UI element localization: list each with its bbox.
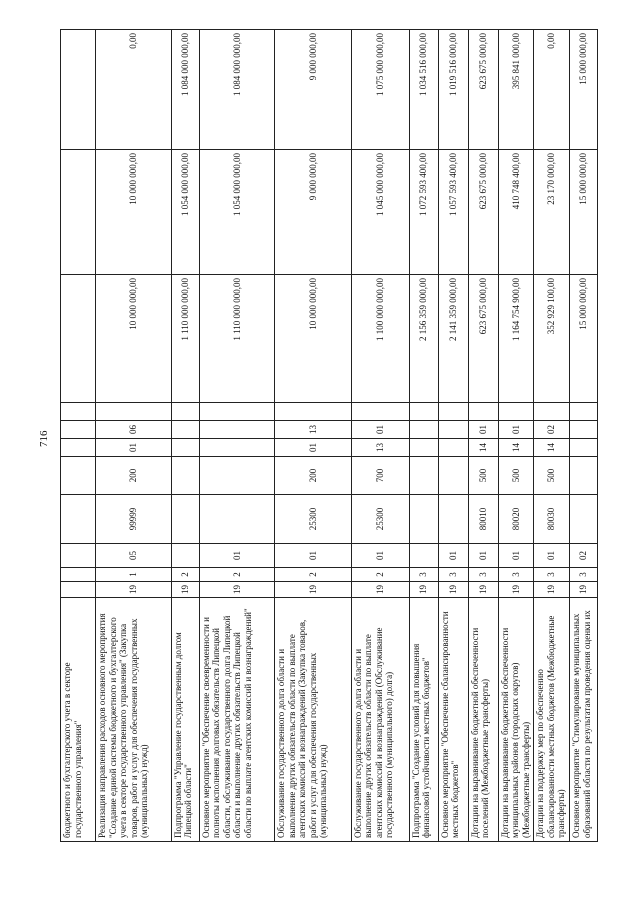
classification-code-cell	[275, 403, 352, 421]
amount-cell-v1: 1 110 000 000,00	[171, 275, 199, 403]
table-row	[275, 30, 352, 842]
amount-cell-v2	[61, 150, 96, 275]
classification-code-cell: 19	[534, 582, 570, 598]
classification-code-cell: 3	[534, 568, 570, 582]
classification-code-cell: 500	[498, 457, 534, 495]
classification-code-cell	[61, 568, 96, 582]
classification-code-cell	[61, 421, 96, 439]
row-description: Подпрограмма "Управление государственным долгом Липецкой области"	[171, 598, 199, 842]
classification-code-cell	[570, 439, 598, 457]
classification-code-cell: 01	[351, 421, 409, 439]
classification-code-cell: 80020	[498, 495, 534, 544]
classification-code-cell: 700	[351, 457, 409, 495]
table-row	[438, 30, 468, 842]
classification-code-cell: 19	[171, 582, 199, 598]
classification-code-cell	[96, 403, 172, 421]
classification-code-cell	[61, 582, 96, 598]
classification-code-cell: 19	[409, 582, 438, 598]
classification-code-cell: 01	[498, 544, 534, 568]
classification-code-cell: 01	[438, 544, 468, 568]
classification-code-cell: 19	[570, 582, 598, 598]
classification-code-cell: 3	[468, 568, 498, 582]
classification-code-cell: 2	[171, 568, 199, 582]
classification-code-cell: 2	[351, 568, 409, 582]
classification-code-cell: 500	[534, 457, 570, 495]
row-description: Дотации на выравнивание бюджетной обеспеченности поселений (Межбюджетные трансферты)	[468, 598, 498, 842]
budget-table	[60, 29, 598, 842]
table-row	[570, 30, 598, 842]
classification-code-cell: 01	[468, 544, 498, 568]
classification-code-cell: 19	[96, 582, 172, 598]
classification-code-cell	[199, 403, 275, 421]
classification-code-cell: 02	[534, 421, 570, 439]
classification-code-cell	[409, 544, 438, 568]
table-row	[96, 30, 172, 842]
classification-code-cell: 3	[409, 568, 438, 582]
classification-code-cell	[409, 457, 438, 495]
budget-table-container	[60, 30, 598, 842]
classification-code-cell	[409, 439, 438, 457]
row-description: Основное мероприятие "Обеспечение своевременности и полноты исполнения долговых обязательств Липецкой области, обслуживание государственного долга Липецкой области и выполнение других обязательств Липецкой области по выплате агентских комиссий и вознаграждений"	[199, 598, 275, 842]
amount-cell-v3: 1 084 000 000,00	[199, 30, 275, 150]
classification-code-cell	[570, 421, 598, 439]
classification-code-cell	[438, 457, 468, 495]
table-row	[171, 30, 199, 842]
classification-code-cell	[199, 495, 275, 544]
table-row	[468, 30, 498, 842]
amount-cell-v1: 1 110 000 000,00	[199, 275, 275, 403]
classification-code-cell	[570, 403, 598, 421]
amount-cell-v1: 1 100 000 000,00	[351, 275, 409, 403]
amount-cell-v1: 1 164 754 900,00	[498, 275, 534, 403]
classification-code-cell: 1	[96, 568, 172, 582]
amount-cell-v3: 395 841 000,00	[498, 30, 534, 150]
classification-code-cell	[61, 544, 96, 568]
amount-cell-v2: 9 000 000,00	[275, 150, 352, 275]
classification-code-cell: 2	[199, 568, 275, 582]
amount-cell-v2: 1 045 000 000,00	[351, 150, 409, 275]
amount-cell-v2: 1 072 593 400,00	[409, 150, 438, 275]
amount-cell-v3: 1 084 000 000,00	[171, 30, 199, 150]
classification-code-cell: 19	[351, 582, 409, 598]
classification-code-cell: 200	[275, 457, 352, 495]
row-description: Обслуживание государственного долга области и выполнение других обязательств области по выплате агентских комиссий и вознаграждений (Обслуживание государственного (муниципального) долга)	[351, 598, 409, 842]
classification-code-cell	[498, 403, 534, 421]
table-row	[199, 30, 275, 842]
classification-code-cell	[409, 421, 438, 439]
classification-code-cell: 80010	[468, 495, 498, 544]
classification-code-cell: 14	[534, 439, 570, 457]
classification-code-cell: 80030	[534, 495, 570, 544]
row-description: Дотации на поддержку мер по обеспечению сбалансированности местных бюджетов (Межбюджетные трансферты)	[534, 598, 570, 842]
row-description: Основное мероприятие "Обеспечение сбалансированности местных бюджетов"	[438, 598, 468, 842]
classification-code-cell: 19	[498, 582, 534, 598]
row-description: Дотации на выравнивание бюджетной обеспеченности муниципальных районов (городских округов) (Межбюджетные трансферты)	[498, 598, 534, 842]
classification-code-cell	[199, 439, 275, 457]
classification-code-cell	[438, 421, 468, 439]
classification-code-cell: 3	[498, 568, 534, 582]
classification-code-cell	[61, 495, 96, 544]
page-number: 716	[38, 430, 50, 447]
row-description: Реализация направления расходов основного мероприятия "Создание единой системы бюджетного и бухгалтерского учета в секторе государственного управления" (Закупка товаров, работ и услуг для обеспечения государственных (муниципальных) нужд)	[96, 598, 172, 842]
table-row	[409, 30, 438, 842]
classification-code-cell: 01	[96, 439, 172, 457]
amount-cell-v1: 15 000 000,00	[570, 275, 598, 403]
classification-code-cell: 01	[199, 544, 275, 568]
classification-code-cell: 3	[570, 568, 598, 582]
row-description: Обслуживание государственного долга области и выполнение других обязательств области по выплате агентских комиссий и вознаграждений (Закупка товаров, работ и услуг для обеспечения государственных (муниципальных) нужд)	[275, 598, 352, 842]
amount-cell-v3	[61, 30, 96, 150]
table-row	[61, 30, 96, 842]
classification-code-cell: 01	[275, 439, 352, 457]
amount-cell-v2: 23 170 000,00	[534, 150, 570, 275]
classification-code-cell	[199, 421, 275, 439]
classification-code-cell: 3	[438, 568, 468, 582]
amount-cell-v3: 1 034 516 000,00	[409, 30, 438, 150]
amount-cell-v3: 9 000 000,00	[275, 30, 352, 150]
amount-cell-v2: 623 675 000,00	[468, 150, 498, 275]
row-description: Основное мероприятие "Стимулирование муниципальных образований области по результатам проведения оценки их	[570, 598, 598, 842]
amount-cell-v1: 2 141 359 000,00	[438, 275, 468, 403]
classification-code-cell: 19	[438, 582, 468, 598]
classification-code-cell	[171, 403, 199, 421]
amount-cell-v3: 1 075 000 000,00	[351, 30, 409, 150]
table-body	[61, 30, 598, 842]
amount-cell-v3: 15 000 000,00	[570, 30, 598, 150]
classification-code-cell: 25300	[351, 495, 409, 544]
classification-code-cell: 06	[96, 421, 172, 439]
classification-code-cell	[409, 403, 438, 421]
classification-code-cell: 19	[468, 582, 498, 598]
classification-code-cell: 500	[468, 457, 498, 495]
classification-code-cell	[570, 457, 598, 495]
amount-cell-v1: 623 675 000,00	[468, 275, 498, 403]
row-description: бюджетного и бухгалтерского учета в секторе государственного управления"	[61, 598, 96, 842]
classification-code-cell	[534, 403, 570, 421]
classification-code-cell: 14	[498, 439, 534, 457]
classification-code-cell: 01	[498, 421, 534, 439]
classification-code-cell: 99999	[96, 495, 172, 544]
classification-code-cell	[171, 439, 199, 457]
amount-cell-v2: 1 057 593 400,00	[438, 150, 468, 275]
classification-code-cell	[570, 495, 598, 544]
amount-cell-v3: 1 019 516 000,00	[438, 30, 468, 150]
classification-code-cell: 2	[275, 568, 352, 582]
classification-code-cell	[438, 495, 468, 544]
classification-code-cell	[409, 495, 438, 544]
table-row	[534, 30, 570, 842]
classification-code-cell	[171, 421, 199, 439]
amount-cell-v2: 15 000 000,00	[570, 150, 598, 275]
classification-code-cell: 01	[468, 421, 498, 439]
classification-code-cell: 19	[275, 582, 352, 598]
classification-code-cell: 14	[468, 439, 498, 457]
classification-code-cell: 05	[96, 544, 172, 568]
amount-cell-v1: 10 000 000,00	[275, 275, 352, 403]
classification-code-cell	[171, 495, 199, 544]
amount-cell-v1	[61, 275, 96, 403]
classification-code-cell: 01	[534, 544, 570, 568]
classification-code-cell: 19	[199, 582, 275, 598]
amount-cell-v3: 623 675 000,00	[468, 30, 498, 150]
amount-cell-v1: 10 000 000,00	[96, 275, 172, 403]
classification-code-cell	[171, 544, 199, 568]
classification-code-cell	[61, 439, 96, 457]
amount-cell-v3: 0,00	[96, 30, 172, 150]
classification-code-cell: 01	[351, 544, 409, 568]
amount-cell-v2: 10 000 000,00	[96, 150, 172, 275]
classification-code-cell: 13	[275, 421, 352, 439]
classification-code-cell	[171, 457, 199, 495]
amount-cell-v3: 0,00	[534, 30, 570, 150]
classification-code-cell: 200	[96, 457, 172, 495]
classification-code-cell: 13	[351, 439, 409, 457]
classification-code-cell: 25300	[275, 495, 352, 544]
amount-cell-v2: 1 054 000 000,00	[199, 150, 275, 275]
classification-code-cell	[438, 439, 468, 457]
classification-code-cell	[438, 403, 468, 421]
amount-cell-v2: 410 748 400,00	[498, 150, 534, 275]
row-description: Подпрограмма "Создание условий для повышения финансовой устойчивости местных бюджетов"	[409, 598, 438, 842]
amount-cell-v2: 1 054 000 000,00	[171, 150, 199, 275]
table-row	[498, 30, 534, 842]
classification-code-cell: 01	[275, 544, 352, 568]
amount-cell-v1: 352 929 100,00	[534, 275, 570, 403]
table-row	[351, 30, 409, 842]
classification-code-cell: 02	[570, 544, 598, 568]
classification-code-cell	[468, 403, 498, 421]
amount-cell-v1: 2 156 359 000,00	[409, 275, 438, 403]
classification-code-cell	[199, 457, 275, 495]
classification-code-cell	[61, 457, 96, 495]
classification-code-cell	[61, 403, 96, 421]
classification-code-cell	[351, 403, 409, 421]
